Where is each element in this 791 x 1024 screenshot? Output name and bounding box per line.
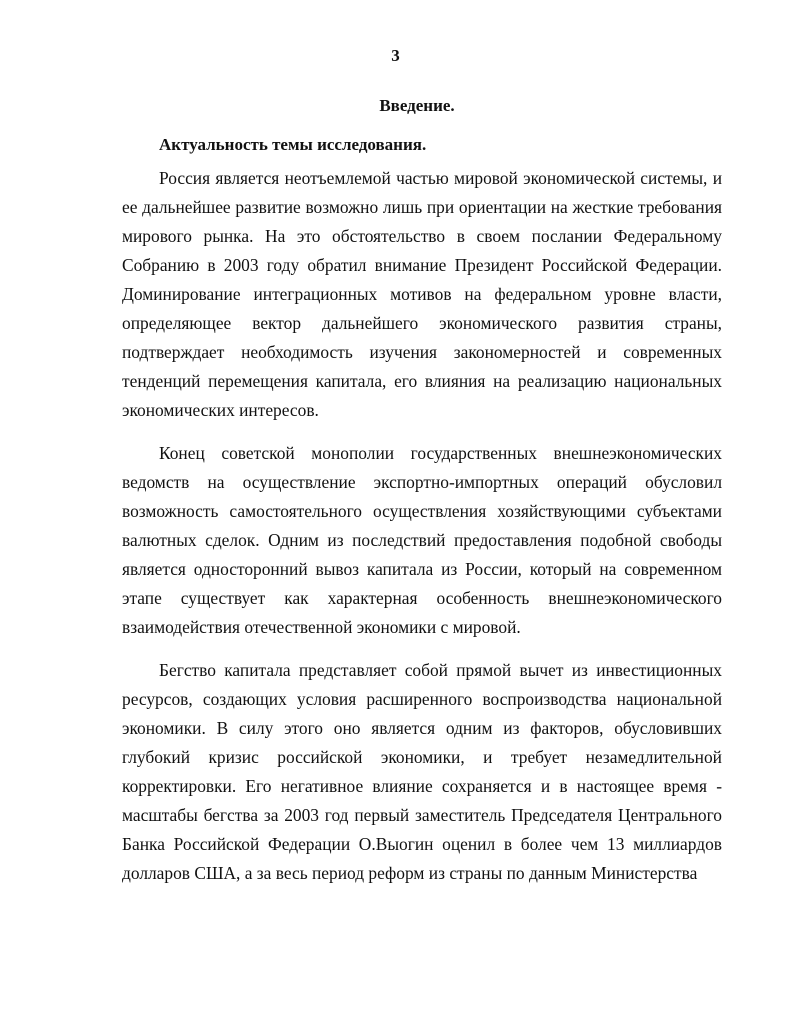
subsection-heading-relevance: Актуальность темы исследования.	[159, 135, 427, 154]
paragraph-2: Конец советской монополии государственных внешнеэкономических ведомств на осуществление экспортно-импортных операций обусловил возможность самостоятельного осуществления хозяйствующими субъектами валютных сделок. Одним из последствий предоставления подобной свободы является односторонний вывоз капитала из России, который на современном этапе существует как характерная особенность внешнеэкономического взаимодействия отечественной экономики с мировой.	[122, 443, 722, 637]
paragraph-1: Россия является неотъемлемой частью мировой экономической системы, и ее дальнейшее развитие возможно лишь при ориентации на жесткие требования мирового рынка. На это обстоятельство в своем послании Федеральному Собранию в 2003 году обратил внимание Президент Российской Федерации. Доминирование интеграционных мотивов на федеральном уровне власти, определяющее вектор дальнейшего экономического развития страны, подтверждает необходимость изучения закономерностей и современных тенденций перемещения капитала, его влияния на реализацию национальных экономических интересов.	[122, 168, 722, 420]
page-number: 3	[391, 46, 400, 65]
paragraph-3: Бегство капитала представляет собой прямой вычет из инвестиционных ресурсов, создающих условия расширенного воспроизводства национальной экономики. В силу этого оно является одним из факторов, обусловивших глубокий кризис российской экономики, и требует незамедлительной корректировки. Его негативное влияние сохраняется и в настоящее время - масштабы бегства за 2003 год первый заместитель Председателя Центрального Банка Российской Федерации О.Выогин оценил в более чем 13 миллиардов долларов США, а за весь период реформ из страны по данным Министерства	[122, 660, 722, 883]
body-text	[122, 164, 722, 902]
section-heading-introduction: Введение.	[379, 96, 455, 115]
